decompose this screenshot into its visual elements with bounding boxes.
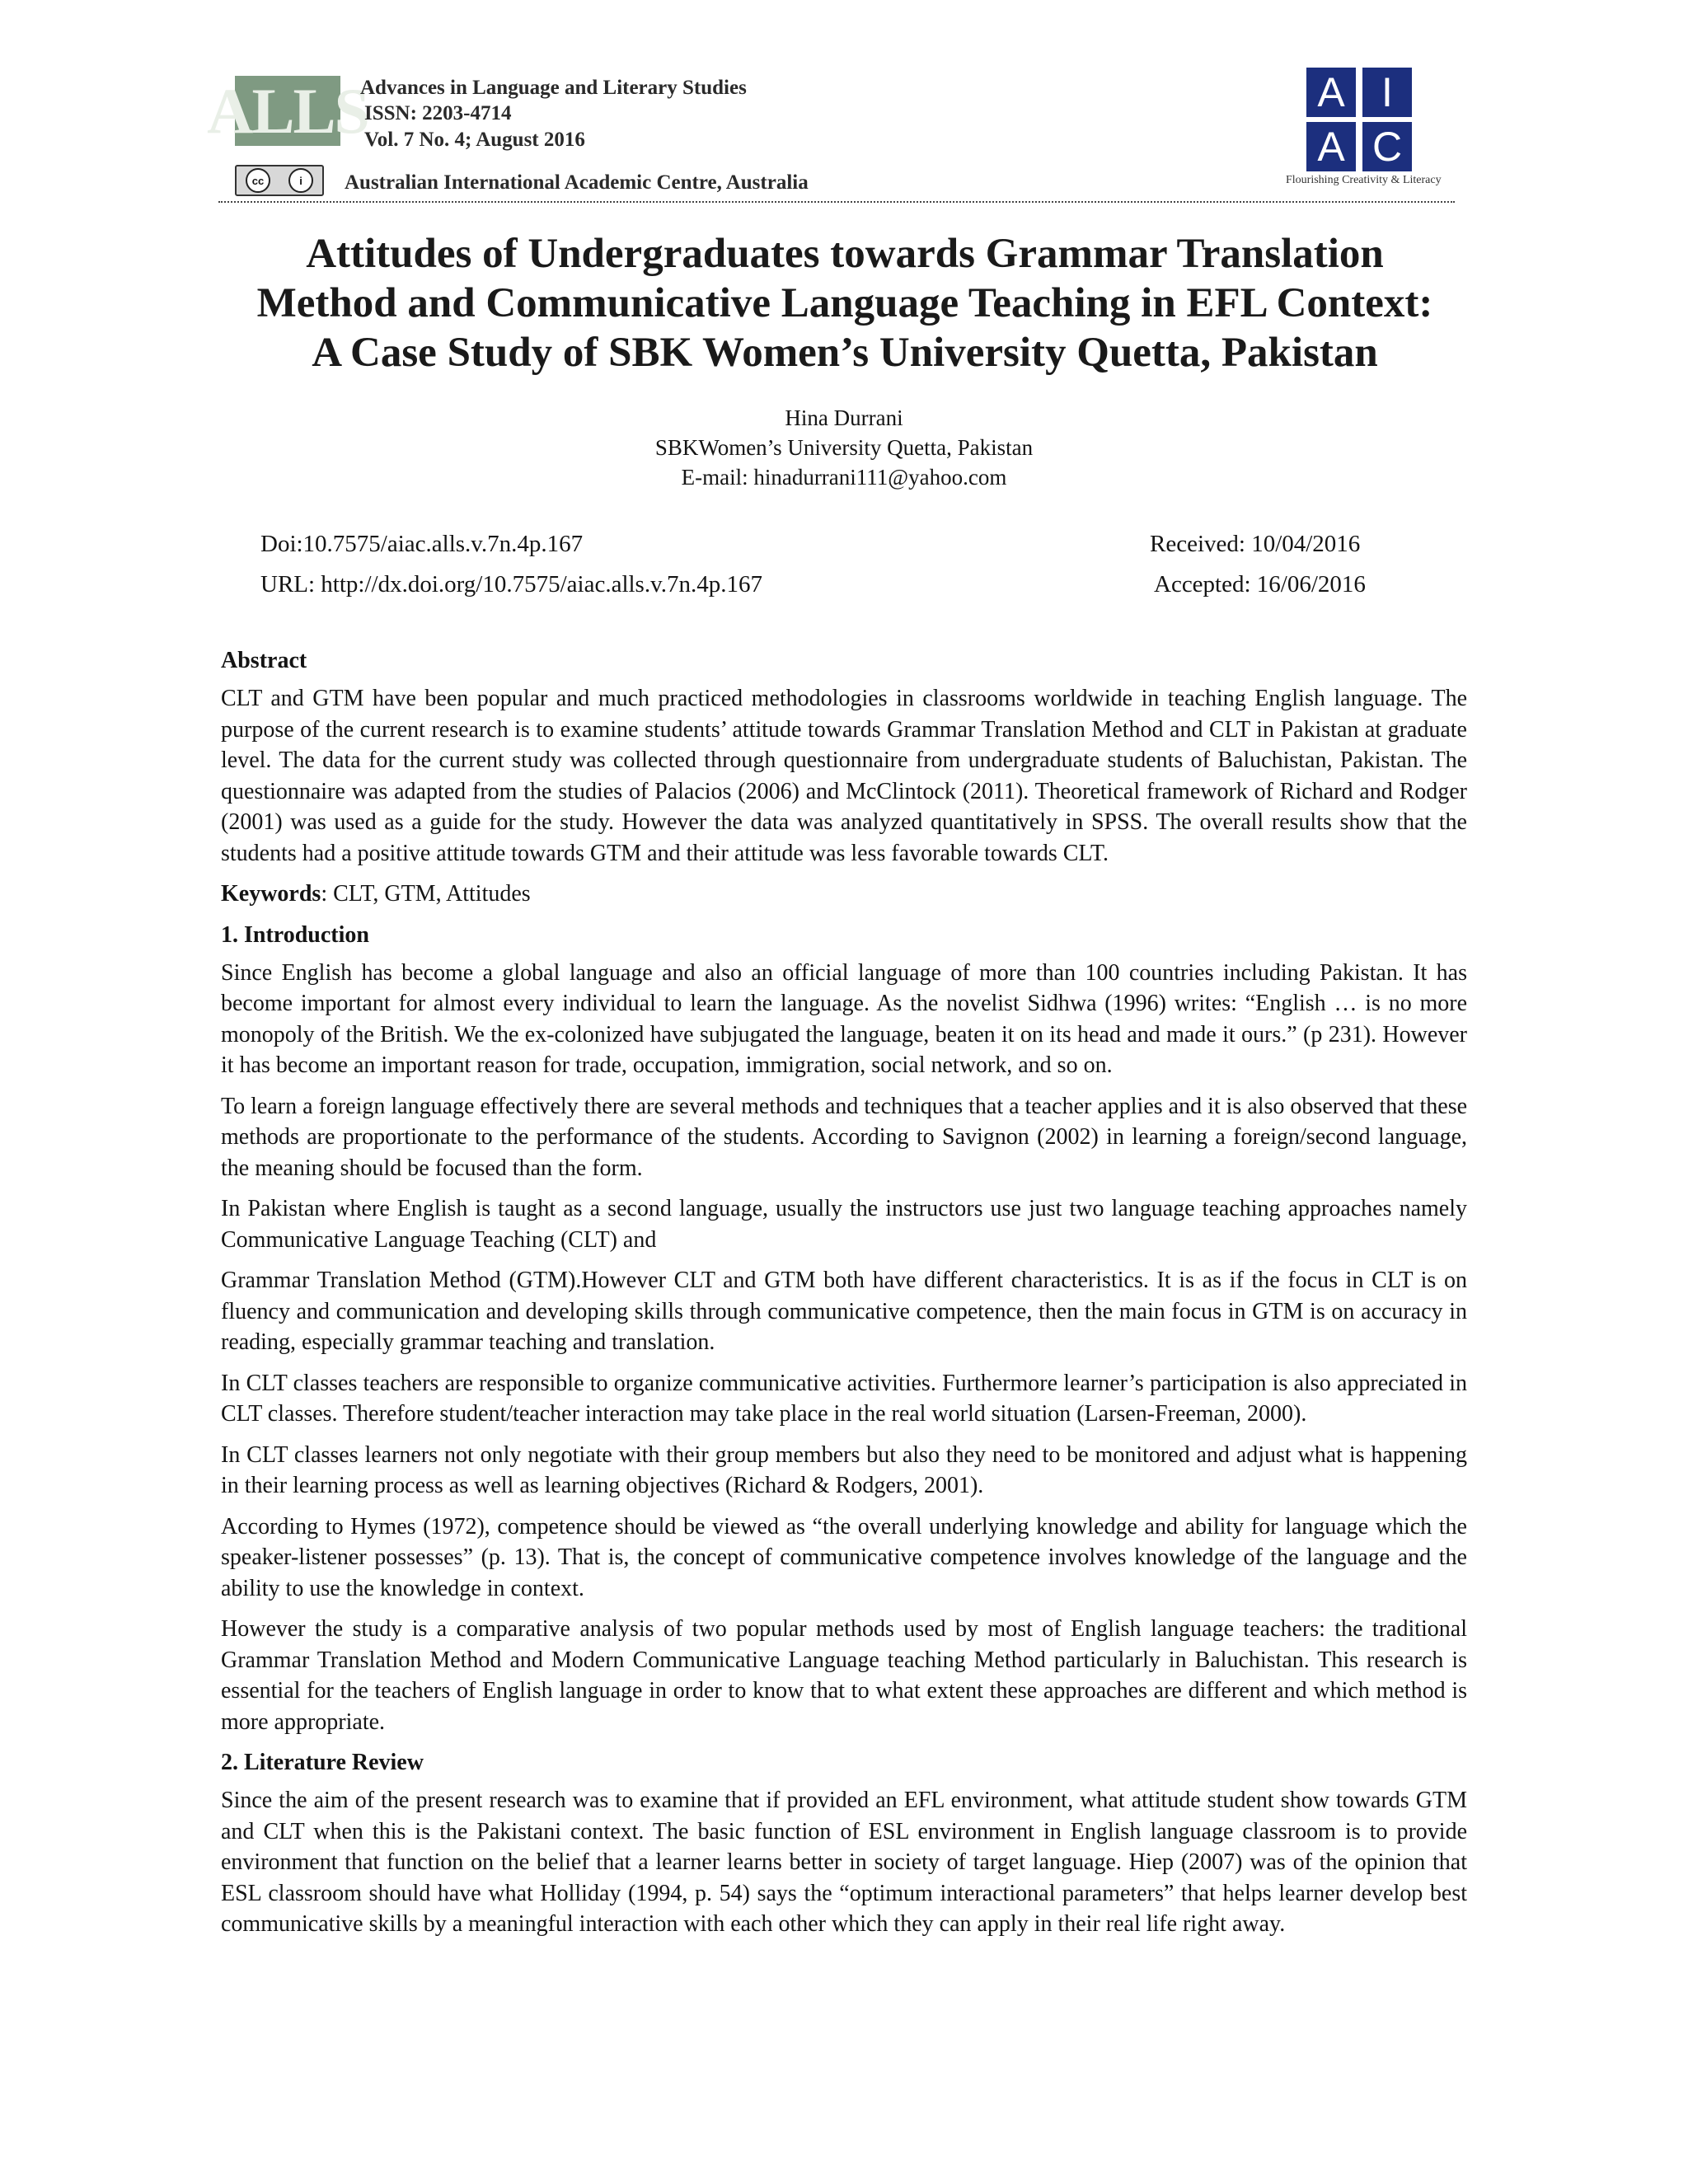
aiac-letter: I [1362, 68, 1412, 117]
aiac-letter: C [1362, 122, 1412, 171]
url-link[interactable]: URL: http://dx.doi.org/10.7575/aiac.alls.v.7n.4p.167 [260, 571, 762, 598]
doi: Doi:10.7575/aiac.alls.v.7n.4p.167 [260, 531, 584, 557]
paper-body [221, 645, 1467, 1950]
header-divider [218, 201, 1455, 203]
title-line: A Case Study of SBK Women’s University Quetta, Pakistan [312, 330, 1378, 376]
accepted-date: Accepted: 16/06/2016 [1154, 571, 1366, 598]
aiac-letter: A [1306, 68, 1356, 117]
title-line: Method and Communicative Language Teaching in EFL Context: [256, 280, 1433, 326]
intro-heading: 1. Introduction [221, 921, 369, 948]
author-name: Hina Durrani [785, 405, 903, 430]
author-affiliation: SBKWomen’s University Quetta, Pakistan [654, 435, 1034, 460]
title-line: Attitudes of Undergraduates towards Grammar Translation [306, 231, 1384, 277]
aiac-logo [1306, 68, 1412, 171]
journal-volume: Vol. 7 No. 4; August 2016 [364, 129, 585, 151]
keywords [221, 879, 1467, 910]
cc-icon: cc [246, 168, 270, 193]
intro-paragraph: Since English has become a global language and also an official language of more than 100 countries including Pakistan. It has become important for almost every individual to learn the language. As the novelist Sidhwa (1996) writes: “English … is no more monopoly of the British. We the ex-colonized have subjugated the language, beaten it on its head and made it ours.” (p 231). However it has become an important reason for trade, occupation, immigration, social network, and so on. [221, 959, 1467, 1078]
received-date: Received: 10/04/2016 [1150, 531, 1361, 557]
intro-paragraph: To learn a foreign language effectively there are several methods and techniques that a teacher applies and it is also observed that these methods are proportionate to the performance of the students. According to Savignon (2002) in learning a foreign/second language, the meaning should be focused than the form. [221, 1093, 1468, 1181]
intro-paragraph: In Pakistan where English is taught as a second language, usually the instructors use just two language teaching approaches namely Communicative Language Teaching (CLT) and [221, 1196, 1467, 1253]
aiac-tagline: Flourishing Creativity & Literacy [1286, 174, 1442, 186]
paper-title [190, 229, 1500, 377]
lit-review-paragraph: Since the aim of the present research was to examine that if provided an EFL environment, what attitude student show towards GTM and CLT when this is the Pakistani context. The basic function of ESL environment in English language classroom is to provide environment that function on the belief that a learner learns better in society of target language. Hiep (2007) was of the opinion that ESL classroom should have what Holliday (1994, p. 54) says the “optimum interactional parameters” that helps learner develop best communicative skills by a meaningful interaction with each other which they can apply in their real life right away. [221, 1788, 1467, 1937]
cc-license-badge [235, 165, 324, 196]
keywords-value: : CLT, GTM, Attitudes [321, 881, 531, 907]
abstract-heading: Abstract [221, 648, 307, 673]
intro-paragraph: Grammar Translation Method (GTM).However CLT and GTM both have different characteristics. It is as if the focus in CLT is on fluency and communication and developing skills through communicative competence, then the main focus in GTM is on accuracy in reading, especially grammar teaching and translation. [221, 1268, 1467, 1355]
intro-paragraph: In CLT classes learners not only negotiate with their group members but also they need to be monitored and adjust what is happening in their learning process as well as learning objectives (Richard & Rodgers, 2001). [221, 1441, 1467, 1498]
keywords-label: Keywords [221, 881, 321, 907]
journal-name: Advances in Language and Literary Studies [360, 77, 747, 99]
journal-issn: ISSN: 2203-4714 [364, 102, 512, 124]
intro-paragraph: In CLT classes teachers are responsible to organize communicative activities. Furthermore learner’s participation is also appreciated in CLT classes. Therefore student/teacher interaction may take place in the real world situation (Larsen-Freeman, 2000). [221, 1370, 1467, 1427]
intro-paragraph: However the study is a comparative analysis of two popular methods used by most of English language teachers: the traditional Grammar Translation Method and Modern Communicative Language teaching Method particularly in Baluchistan. This research is essential for the teachers of English language in order to know that to what extent these approaches are different and which method is more appropriate. [221, 1616, 1467, 1735]
abstract-text: CLT and GTM have been popular and much practiced methodologies in classrooms worldwide in teaching English language. The purpose of the current research is to examine students’ attitude towards Grammar Translation Method and CLT in Pakistan at graduate level. The data for the current study was collected through questionnaire from undergraduate students of Baluchistan, Pakistan. The questionnaire was adapted from the studies of Palacios (2006) and McClintock (2011). Theoretical framework of Richard and Rodger (2001) was used as a guide for the study. However the data was analyzed quantitatively in SPSS. The overall results show that the students had a positive attitude towards GTM and their attitude was less favorable towards CLT. [221, 686, 1467, 866]
intro-paragraph: According to Hymes (1972), competence should be viewed as “the overall underlying knowledge and ability for language which the speaker-listener possesses” (p. 13). That is, the concept of communicative competence involves knowledge of the language and the ability to use the knowledge in context. [221, 1513, 1467, 1601]
author-email[interactable]: E-mail: hinadurrani111@yahoo.com [681, 465, 1007, 490]
by-icon: i [288, 168, 313, 193]
journal-logo: ALLS [207, 74, 368, 147]
lit-review-heading: 2. Literature Review [221, 1750, 424, 1775]
publisher-name: Australian International Academic Centre, Australia [345, 171, 809, 194]
aiac-letter: A [1306, 122, 1356, 171]
